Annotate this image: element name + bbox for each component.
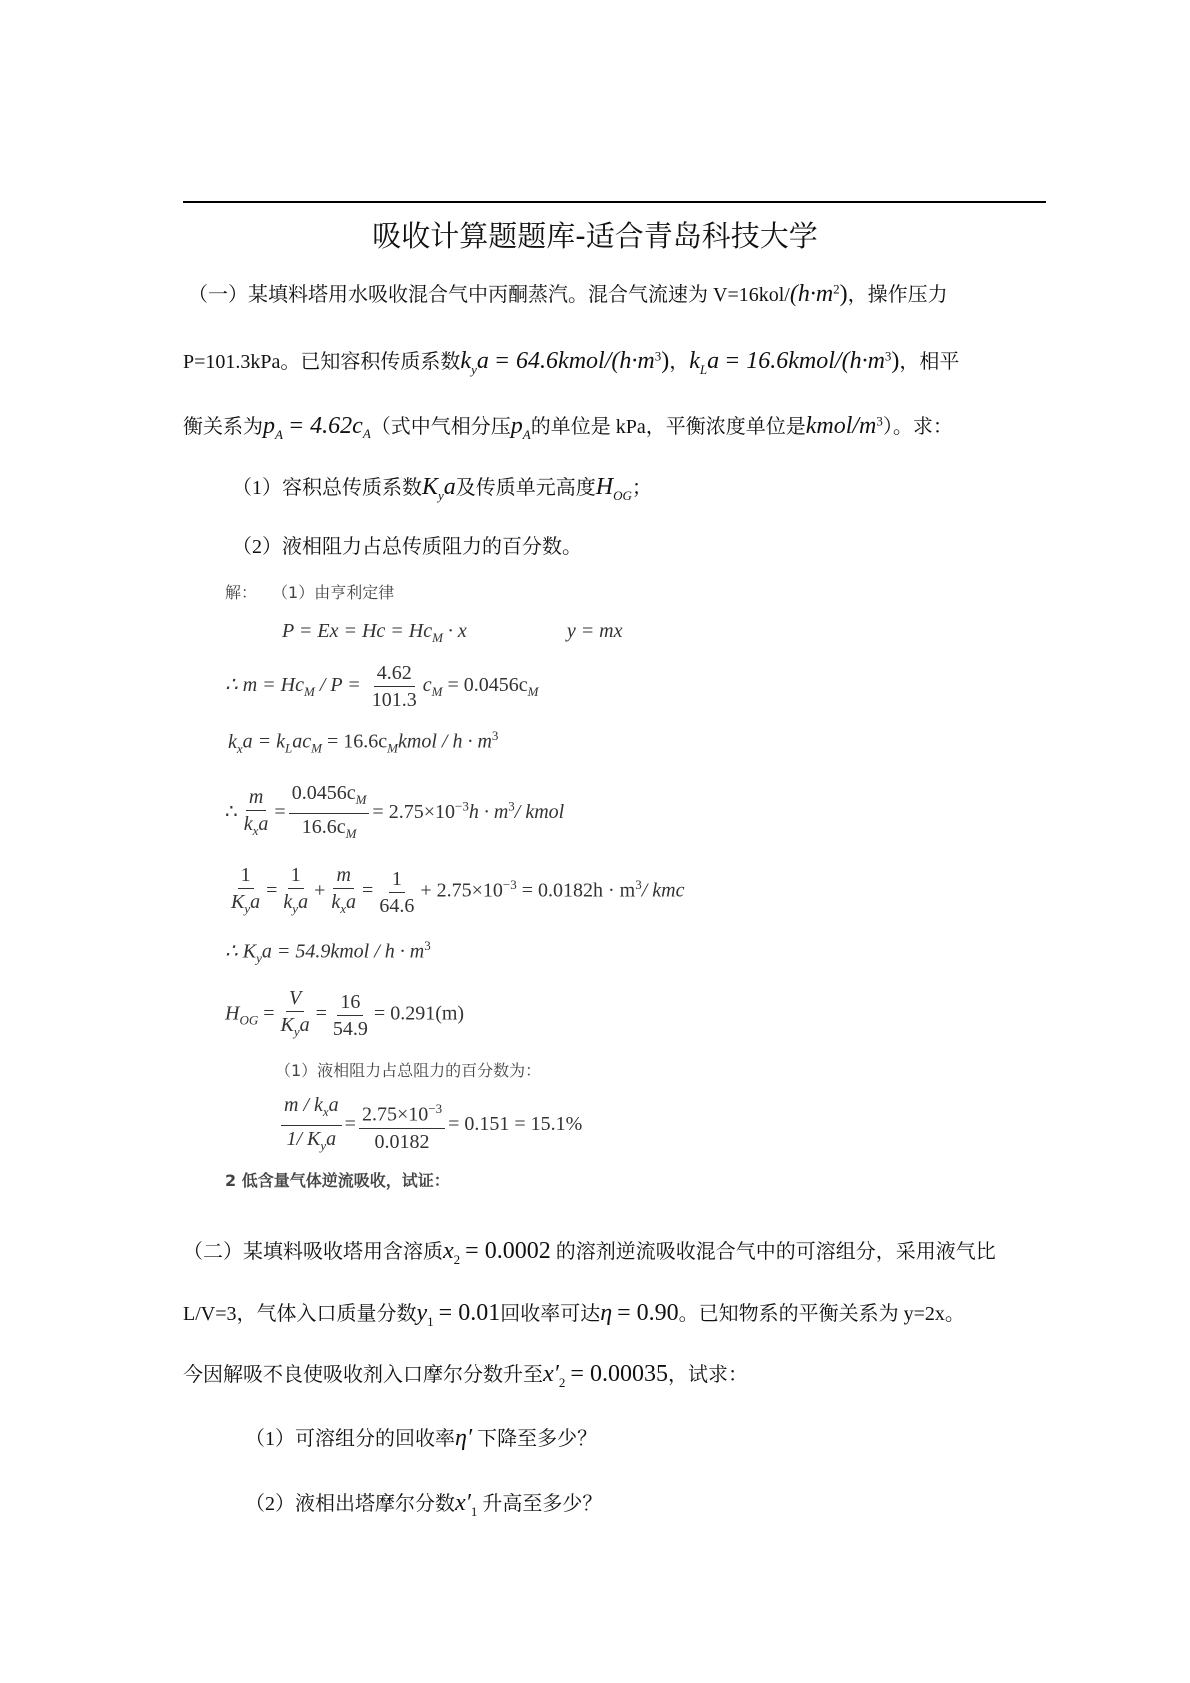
solution-step1: 解： （1）由亨利定律 — [225, 583, 395, 602]
solution-eq-HOG: $H_{OG}$ = $\frac{V}{K_ya}$ = $\frac{16}{54.9}$ = 0.291(m) — [225, 987, 465, 1040]
solution-step2: （1）液相阻力占总阻力的百分数为： — [275, 1061, 542, 1080]
solution-eq-percentage: $\frac{m / k_xa}{1/ K_ya}$ = $\frac{2.75\times 10^{-3}}{0.0182}$ = 0.151 = 15.1% — [278, 1092, 582, 1159]
problem2-line1: （二）某填料吸收塔用含溶质$x_2 = 0.0002$ 的溶剂逆流吸收混合气中的可溶组分，采用液气比 — [183, 1238, 996, 1267]
problem1-question2: （2）液相阻力占总传质阻力的百分数。 — [232, 536, 582, 558]
solution-eq-Kya: ∴ $K_ya$ = 54.9kmol / $h \cdot m^3$ — [225, 938, 431, 966]
solution-eq-resistance: $\frac{1}{K_ya}$ = $\frac{1}{k_ya}$ + $\frac{m}{k_xa}$ = $\frac{1}{64.6}$ + $2.75\times 10^{-3} = 0.0182h \cdot m^3/$ kmc — [231, 864, 685, 917]
problem2-question1: （1）可溶组分的回收率η′ 下降至多少？ — [245, 1425, 598, 1451]
problem2-line2: L/V=3，气体入口质量分数$y_1 = 0.01$回收率可达η = 0.90。已知物系的平衡关系为 y=2x。 — [183, 1300, 965, 1329]
solution-eq-kxa: $k_xa = k_Lac_M$ = $16.6c_Mkmol / h \cdot m^3$ — [228, 728, 499, 756]
problem1-line2: P=101.3kPa。已知容积传质系数$k_ya$ = $64.6kmol/(h\cdot m^3)$，$k_La$ = $16.6kmol/(h\cdot m^3)$，相平 — [183, 348, 960, 377]
problem1-question1: （1）容积总传质系数$K_ya$及传质单元高度$H_{OG}$； — [232, 474, 652, 503]
solution-eq-ratio: ∴ $\frac{m}{k_xa}$ = $\frac{0.0456c_M}{16.6c_M}$ = $2.75\times 10^{-3}h \cdot m^3/$ kmol — [225, 782, 565, 841]
solution-note: 2 低含量气体逆流吸收，试证： — [225, 1171, 450, 1190]
header-rule — [183, 201, 1046, 203]
problem1-line1: （一）某填料塔用水吸收混合气中丙酮蒸汽。混合气流速为 $V=16kol/(h\cdot m^2)$，操作压力 — [188, 281, 948, 307]
solution-eq-m: ∴ $m = Hc_M / P$ = $\frac{4.62}{101.3}$ $c_M = 0.0456c_M$ — [225, 662, 539, 711]
problem1-line3: 衡关系为$p_A = 4.62c_A$（式中气相分压$p_A$的单位是 kPa，平衡浓度单位是kmol/$m^3$）。求： — [183, 413, 953, 442]
solution-eq-henry: $P = Ex = Hc = Hc_M \cdot x$ y = mx — [282, 620, 623, 645]
problem2-line3: 今因解吸不良使吸收剂入口摩尔分数升至$x'_2 = 0.00035$，试求： — [183, 1361, 748, 1390]
document-title: 吸收计算题题库-适合青岛科技大学 — [372, 219, 818, 253]
problem2-question2: （2）液相出塔摩尔分数$x'_1$ 升高至多少？ — [245, 1490, 603, 1519]
